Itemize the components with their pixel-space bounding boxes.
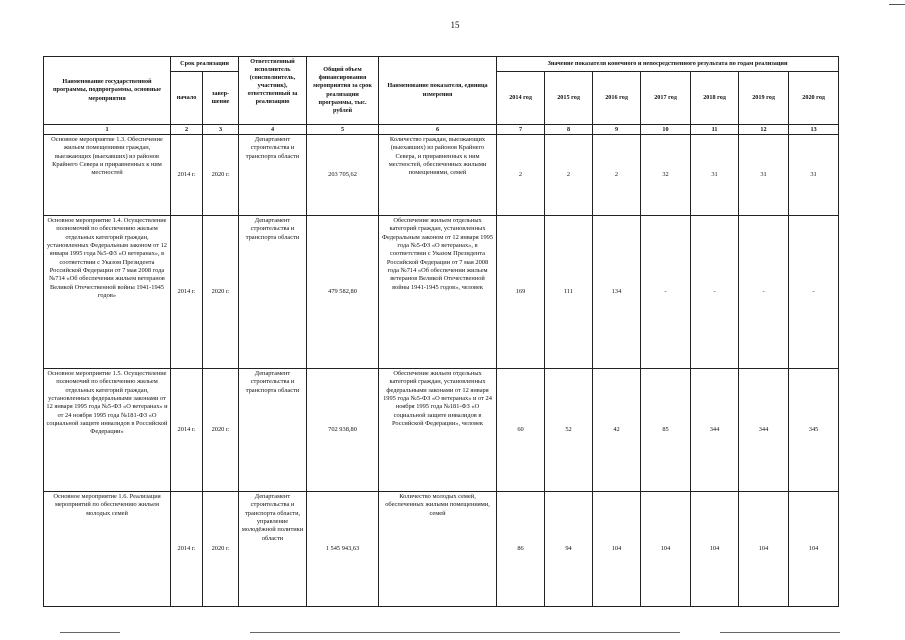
- start-cell: 2014 г.: [171, 216, 203, 369]
- column-number: 11: [691, 125, 739, 135]
- table-row: [44, 492, 839, 607]
- column-number-row: [44, 125, 839, 135]
- value-cell: 2: [545, 135, 593, 216]
- scan-line: [720, 632, 840, 633]
- column-number: 4: [239, 125, 307, 135]
- end-cell: 2020 г.: [203, 492, 239, 607]
- column-number: 12: [739, 125, 789, 135]
- program-cell: Основное мероприятие 1.4. Осуществление полномочий по обеспечению жильем отдельных категорий граждан, установленных Федеральным законом от 12 января 1995 года №5-ФЗ «О ветеранах», в соответствии с Указом Президента Российской Федерации от 7 мая 2008 года №714 «Об обеспечении жильем ветеранов Великой Отечественной войны 1941-1945 годов»: [44, 216, 171, 369]
- page-number: 15: [450, 20, 460, 30]
- executor-cell: Департамент строительства и транспорта области: [239, 216, 307, 369]
- header-period: Срок реализации: [171, 57, 239, 72]
- header-year: 2016 год: [593, 72, 641, 125]
- value-cell: 32: [641, 135, 691, 216]
- header-row-1: [44, 57, 839, 72]
- end-cell: 2020 г.: [203, 135, 239, 216]
- header-start: начало: [171, 72, 203, 125]
- column-number: 13: [789, 125, 839, 135]
- value-cell: 104: [691, 492, 739, 607]
- table-row: [44, 216, 839, 369]
- executor-cell: Департамент строительства и транспорта области: [239, 369, 307, 492]
- value-cell: -: [641, 216, 691, 369]
- program-cell: Основное мероприятие 1.3. Обеспечение жильем помещениями граждан, выезжающих (выехавших) из районов Крайнего Севера и приравненных к ним местностей: [44, 135, 171, 216]
- value-cell: 104: [739, 492, 789, 607]
- value-cell: -: [739, 216, 789, 369]
- funding-cell: 479 582,80: [307, 216, 379, 369]
- header-values: Значение показателя конечного и непосредственного результата по годам реализации: [497, 57, 839, 72]
- table-row: [44, 135, 839, 216]
- value-cell: 104: [593, 492, 641, 607]
- end-cell: 2020 г.: [203, 369, 239, 492]
- executor-cell: Департамент строительства и транспорта области, управление молодёжной политики области: [239, 492, 307, 607]
- value-cell: 86: [497, 492, 545, 607]
- indicator-cell: Обеспечение жильем отдельных категорий граждан, установленных Федеральным законом от 12 января 1995 года №5-ФЗ «О ветеранах», в соответствии с Указом Президента Российской Федерации от 7 мая 2008 года №714 «Об обеспечении жильем ветеранов Великой Отечественной войны 1941-1945 годов», человек: [379, 216, 497, 369]
- executor-cell: Департамент строительства и транспорта области: [239, 135, 307, 216]
- indicator-cell: Количество молодых семей, обеспеченных жилыми помещениями, семей: [379, 492, 497, 607]
- corner-mark: [889, 4, 905, 5]
- header-indicator: Наименование показателя, единица измерения: [379, 57, 497, 125]
- value-cell: 94: [545, 492, 593, 607]
- value-cell: 344: [739, 369, 789, 492]
- value-cell: -: [691, 216, 739, 369]
- header-year: 2017 год: [641, 72, 691, 125]
- value-cell: 31: [691, 135, 739, 216]
- funding-cell: 1 545 943,63: [307, 492, 379, 607]
- value-cell: 134: [593, 216, 641, 369]
- value-cell: 2: [593, 135, 641, 216]
- table-body: [44, 57, 839, 607]
- header-year: 2018 год: [691, 72, 739, 125]
- program-cell: Основное мероприятие 1.6. Реализация мероприятий по обеспечению жильем молодых семей: [44, 492, 171, 607]
- column-number: 5: [307, 125, 379, 135]
- funding-cell: 203 705,62: [307, 135, 379, 216]
- value-cell: 104: [641, 492, 691, 607]
- scan-line: [60, 632, 120, 633]
- column-number: 8: [545, 125, 593, 135]
- value-cell: 111: [545, 216, 593, 369]
- value-cell: 169: [497, 216, 545, 369]
- value-cell: 344: [691, 369, 739, 492]
- value-cell: 104: [789, 492, 839, 607]
- header-year: 2020 год: [789, 72, 839, 125]
- start-cell: 2014 г.: [171, 492, 203, 607]
- scan-line: [250, 632, 680, 633]
- column-number: 7: [497, 125, 545, 135]
- start-cell: 2014 г.: [171, 135, 203, 216]
- header-executor: Ответственный исполнитель (соисполнитель, участник), ответственный за реализацию: [239, 57, 307, 125]
- header-year: 2015 год: [545, 72, 593, 125]
- value-cell: 85: [641, 369, 691, 492]
- funding-cell: 702 938,80: [307, 369, 379, 492]
- header-end: завер-шение: [203, 72, 239, 125]
- value-cell: 42: [593, 369, 641, 492]
- value-cell: 31: [789, 135, 839, 216]
- column-number: 2: [171, 125, 203, 135]
- header-year: 2019 год: [739, 72, 789, 125]
- start-cell: 2014 г.: [171, 369, 203, 492]
- indicator-cell: Обеспечение жильем отдельных категорий граждан, установленных федеральными законами от 12 января 1995 года №5-ФЗ «О ветеранах» и от 24 ноября 1995 года №181-ФЗ «О социальной защите инвалидов в Российской Федерации», человек: [379, 369, 497, 492]
- column-number: 6: [379, 125, 497, 135]
- value-cell: 60: [497, 369, 545, 492]
- column-number: 3: [203, 125, 239, 135]
- value-cell: 345: [789, 369, 839, 492]
- value-cell: -: [789, 216, 839, 369]
- value-cell: 52: [545, 369, 593, 492]
- value-cell: 2: [497, 135, 545, 216]
- results-table: [43, 56, 839, 607]
- column-number: 1: [44, 125, 171, 135]
- program-cell: Основное мероприятие 1.5. Осуществление полномочий по обеспечению жильем отдельных категорий граждан, установленных федеральными законами от 12 января 1995 года №5-ФЗ «О ветеранах» и от 24 ноября 1995 года №181-ФЗ «О социальной защите инвалидов в Российской Федерации»: [44, 369, 171, 492]
- value-cell: 31: [739, 135, 789, 216]
- end-cell: 2020 г.: [203, 216, 239, 369]
- table-row: [44, 369, 839, 492]
- header-funding: Общий объем финансирования мероприятия за срок реализации программы, тыс. рублей: [307, 57, 379, 125]
- header-year: 2014 год: [497, 72, 545, 125]
- column-number: 9: [593, 125, 641, 135]
- column-number: 10: [641, 125, 691, 135]
- indicator-cell: Количество граждан, выезжающих (выехавших) из районов Крайнего Севера, и приравненных к ним местностей, обеспеченных жилыми помещениями, семей: [379, 135, 497, 216]
- header-program: Наименование государственной программы, подпрограммы, основные мероприятия: [44, 57, 171, 125]
